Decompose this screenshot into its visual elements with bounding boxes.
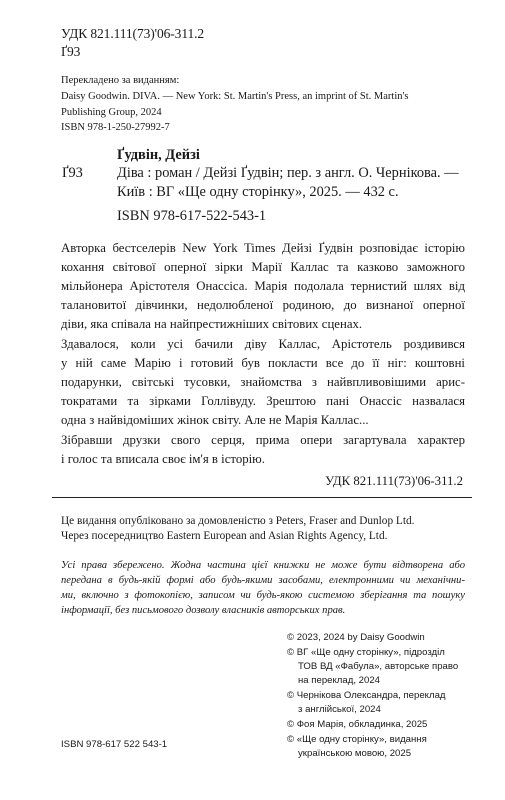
udk-top: УДК 821.111(73)'06-311.2: [61, 26, 205, 41]
rights-line: Усі права збережено. Жодна частина цієї книжки не може бути відтворена або: [61, 560, 465, 571]
bbk-top: Ґ93: [61, 44, 81, 59]
annotation-line: тократами та зірками Голлівуду. Зрештою пані Онассіс назвалася: [61, 394, 465, 408]
annotation-line: і голос та вписала своє ім'я в історію.: [61, 452, 265, 466]
rights-line: передана в будь-якій формі або будь-якими засобами, електронними чи механічни-: [61, 575, 465, 586]
copyright-line: з англійської, 2024: [298, 704, 381, 715]
annotation-line: Здавалося, коли усі бачили діву Каллас, Арістотель роздивився: [61, 337, 465, 351]
translation-heading: Перекладено за виданням:: [61, 75, 180, 86]
copyright-line: українською мовою, 2025: [298, 748, 412, 759]
rights-line: ми, включно з фотокопією, записом чи будь-якою системою зберігання та пошуку: [61, 590, 465, 601]
copyright-line: © Фоя Марія, обкладинка, 2025: [287, 719, 428, 730]
isbn-bottom: ISBN 978-617 522 543-1: [61, 739, 168, 750]
annotation-line: діви, яка співала на найпрестижніших світових сценах.: [61, 317, 363, 331]
annotation-line: талановитої дівчинки, недолюбленої родиною, до визнаної оперної: [61, 298, 465, 312]
translation-line-1: Daisy Goodwin. DIVA. — New York: St. Martin's Press, an imprint of St. Martin's: [61, 91, 409, 102]
copyright-line: ТОВ ВД «Фабула», авторське право: [298, 661, 459, 672]
copyright-line: © Чернікова Олександра, переклад: [287, 690, 446, 701]
annotation-line: Авторка бестселерів New York Times Дейзі Ґудвін розповідає історію: [61, 241, 465, 255]
copyright-line: © «Ще одну сторінку», видання: [287, 734, 427, 745]
annotation-line: мільйонера Арістотеля Онассіса. Марія подолала тернистий шлях від: [61, 279, 465, 293]
catalog-isbn: ISBN 978-617-522-543-1: [117, 208, 267, 224]
annotation-line: одна з найвідоміших жінок світу. Але не Марія Каллас...: [61, 413, 369, 427]
annotation-line: у ній саме Марію і готовий був покласти все до її ніг: коштовні: [61, 356, 465, 370]
catalog-line-1: Діва : роман / Дейзі Ґудвін; пер. з англ. О. Чернікова. —: [117, 165, 459, 181]
annotation-line: подарунки, світські тусовки, знайомства з найвпливовішими арис-: [61, 375, 465, 389]
agreement-line-1: Це видання опубліковано за домовленістю з Peters, Fraser and Dunlop Ltd.: [61, 515, 415, 527]
catalog-code: Ґ93: [62, 165, 83, 181]
divider: [52, 497, 472, 498]
copyright-line: на переклад, 2024: [298, 675, 381, 686]
copyright-line: © 2023, 2024 by Daisy Goodwin: [287, 632, 425, 643]
copyright-line: © ВГ «Ще одну сторінку», підрозділ: [287, 647, 445, 658]
catalog-line-2: Київ : ВГ «Ще одну сторінку», 2025. — 432 с.: [117, 184, 399, 200]
translation-isbn: ISBN 978-1-250-27992-7: [61, 122, 170, 133]
translation-line-2: Publishing Group, 2024: [61, 107, 162, 118]
agreement-line-2: Через посередництво Eastern European and Asian Rights Agency, Ltd.: [61, 530, 388, 542]
annotation-line: кохання світової оперної зірки Марії Каллас та казково заможного: [61, 260, 465, 274]
catalog-author: Ґудвін, Дейзі: [117, 147, 200, 163]
annotation-udk: УДК 821.111(73)'06-311.2: [325, 474, 463, 488]
annotation-line: Зібравши друзки свого серця, прима опери загартувала характер: [61, 433, 465, 447]
rights-line: інформації, без письмового дозволу власників авторських прав.: [61, 605, 346, 616]
